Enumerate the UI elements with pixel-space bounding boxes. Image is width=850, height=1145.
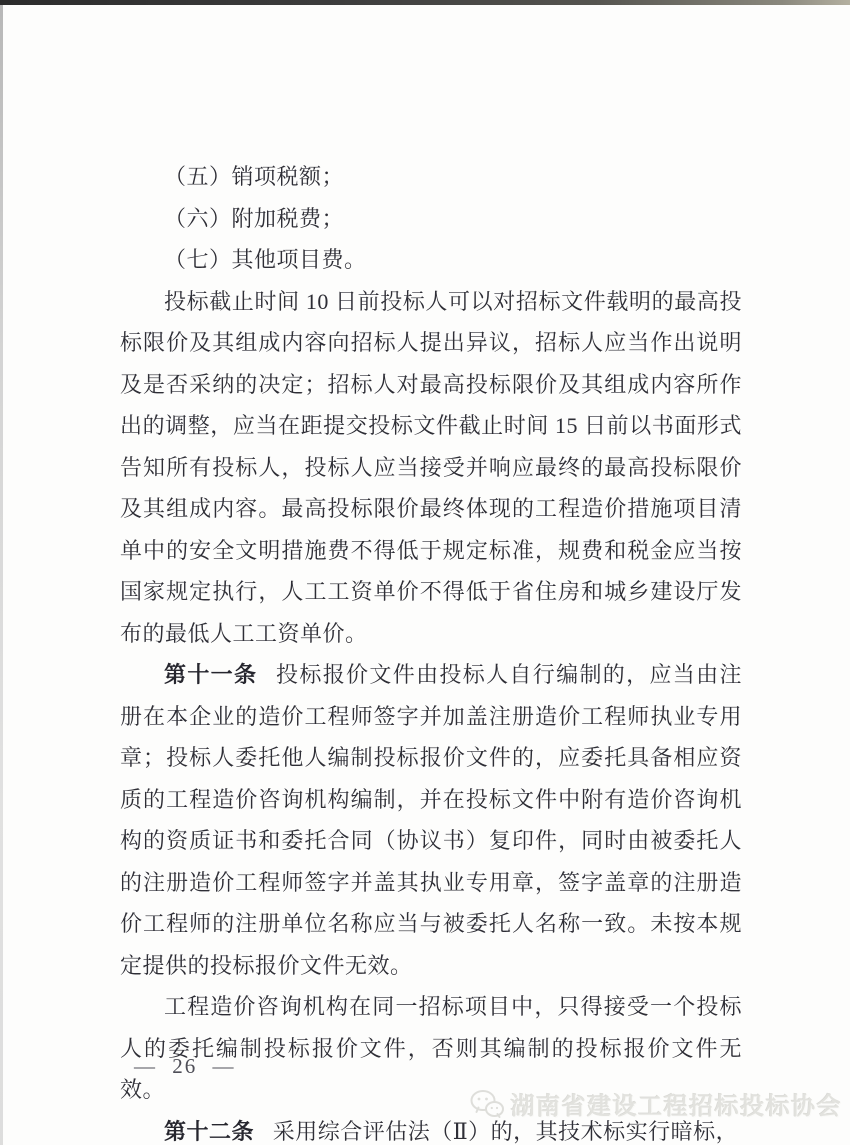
document-body bbox=[120, 156, 742, 1145]
watermark-label: 湖南省建设工程招标投标协会 bbox=[510, 1094, 842, 1120]
scan-left-edge bbox=[0, 5, 3, 1145]
watermark bbox=[470, 1086, 843, 1121]
list-item: （六）附加税费； bbox=[164, 205, 345, 231]
article-paragraph: 第十一条 投标报价文件由投标人自行编制的，应当由注册在本企业的造价工程师签字并加盖注册造价工程师执业专用章；投标人委托他人编制投标报价文件的，应委托具备相应资质的工程造价咨询机构编制，并在投标文件中附有造价咨询机构的资质证书和委托合同（协议书）复印件，同时由被委托人的注册造价工程师签字并盖其执业专用章，签字盖章的注册造价工程师的注册单位名称应当与被委托人名称一致。未按本规定提供的投标报价文件无效。 bbox=[120, 662, 742, 978]
wechat-icon bbox=[470, 1089, 504, 1119]
scan-top-edge bbox=[0, 0, 850, 5]
list-item: （七）其他项目费。 bbox=[164, 247, 367, 272]
article-number: 第十二条 bbox=[164, 1118, 255, 1144]
page-number: — 26 — bbox=[134, 1054, 236, 1078]
article-number: 第十一条 bbox=[164, 662, 258, 687]
article-paragraph: 第十二条 采用综合评估法（Ⅱ）的，其技术标实行暗标， bbox=[164, 1118, 739, 1144]
paragraph: 投标截止时间 10 日前投标人可以对招标文件载明的最高投标限价及其组成内容向招标人提出异议，招标人应当作出说明及是否采纳的决定；招标人对最高投标限价及其组成内容所作出的调整，应当在距提交投标文件截止时间 15 日前以书面形式告知所有投标人，投标人应当接受并响应最终的最高投标限价及其组成内容。最高投标限价最终体现的工程造价措施项目清单中的安全文明措施费不得低于规定标准，规费和税金应当按国家规定执行，人工工资单价不得低于省住房和城乡建设厅发布的最低人工工资单价。 bbox=[120, 288, 742, 646]
paragraph: 工程造价咨询机构在同一招标项目中，只得接受一个投标人的委托编制投标报价文件，否则其编制的投标报价文件无效。 bbox=[120, 994, 742, 1102]
list-item: （五）销项税额； bbox=[164, 164, 345, 189]
